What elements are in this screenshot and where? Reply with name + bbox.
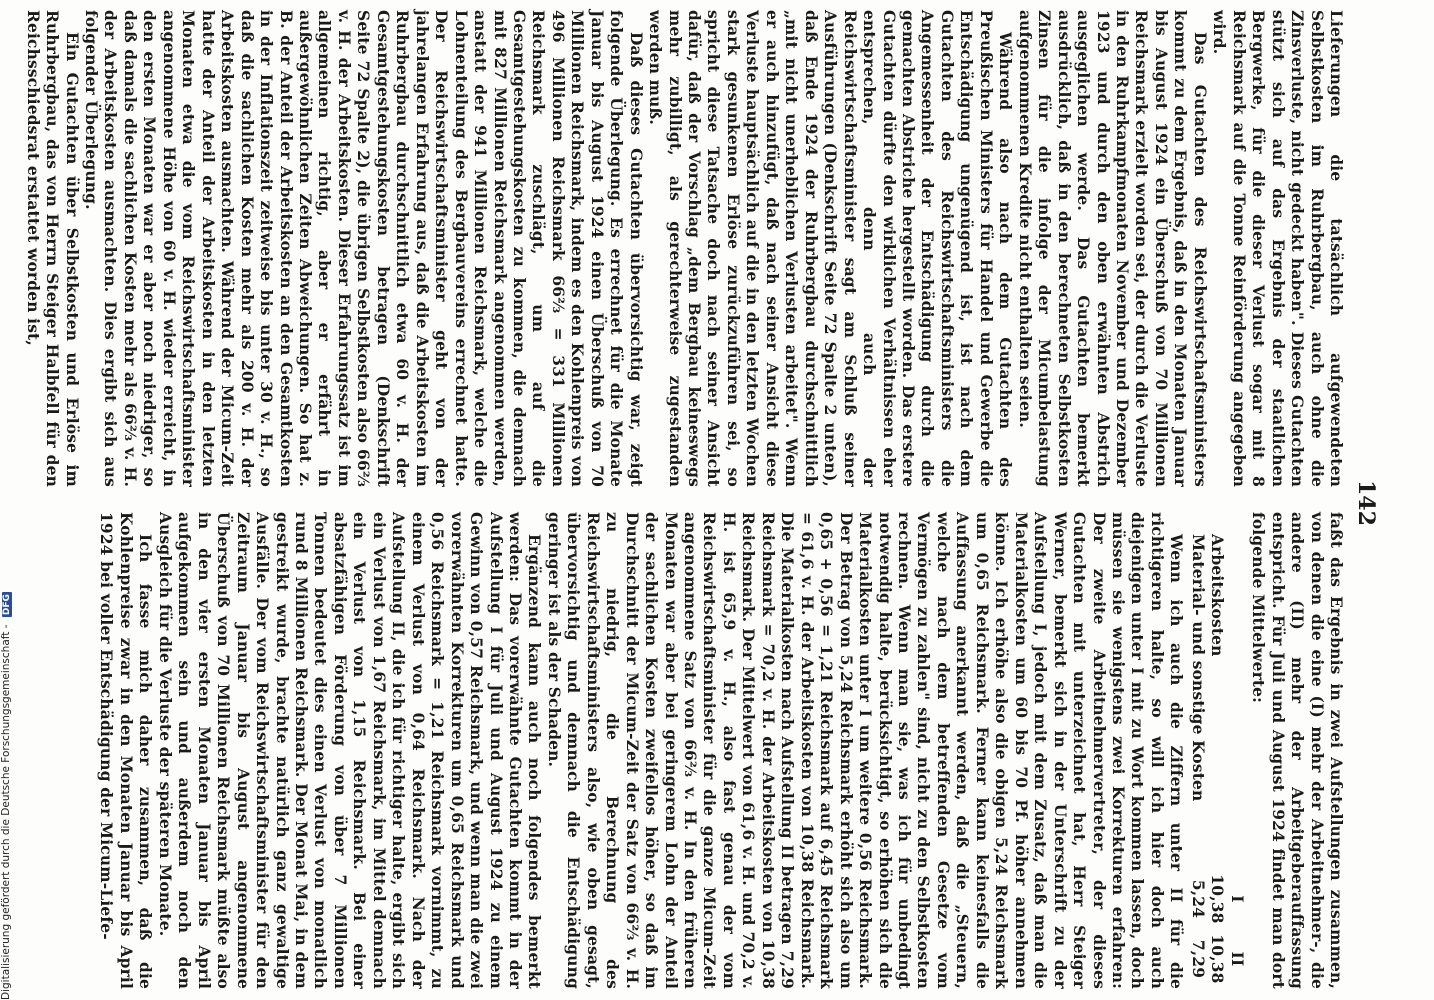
paragraph: Das Gutachten des Reichswirtschaftsministers kommt zu dem Ergebnis, daß in den Monaten Januar bis August 1924 ein Überschuß von 70 Millionen Reichsmark erzielt worden sei, der durch die Verluste in den Ruhrkampfmonaten November und Dezember 1923 und durch den oben erwähnten Abstrich ausgeglichen werde. Das Gutachten bemerkt ausdrücklich, daß in den berechneten Selbstkosten Zinsen für die infolge der Micumbelastung aufgenommenen Kredite nicht enthalten seien. [1015, 10, 1209, 487]
table-cell: 10,38 [1208, 874, 1227, 924]
table-cell: 5,24 [1188, 879, 1207, 919]
table-header: II [1227, 951, 1246, 967]
paragraph: faßt das Ergebnis in zwei Aufstellungen zusammen, von denen die eine (I) mehr der Arbeitnehmer-, die andere (II) mehr der Arbeitgeberauffassung entspricht. Für Juli und August 1924 findet man dort folgende Mittelwerte: [1249, 512, 1345, 989]
right-column [75, 512, 1345, 989]
dfg-logo: DFG [2, 594, 12, 616]
left-column [23, 10, 1345, 487]
paragraph: Ein Gutachten über Selbstkosten und Erlöse im Ruhrbergbau, das von Herrn Steiger Halbfell für den Reichsschiedsrat erstattet worden ist, [23, 10, 81, 487]
table-row-label: Arbeitskosten [1208, 534, 1227, 657]
paragraph: Ergänzend kann auch noch folgendes bemerkt werden: Das vorerwähnte Gutachten kommt in der Aufstellung I für Juli und August 1924 zu einem Gewinn von 0,57 Reichsmark, und wenn man die zwei vorerwähnten Korrekturen um 0,65 Reichsmark und 0,56 Reichsmark = 1,21 Reichsmark vornimmt, zu einem Verlust von 0,64 Reichsmark. Nach der Aufstellung II, die ich für richtiger halte, ergibt sich ein Verlust von 1,67 Reichsmark, im Mittel demnach ein Verlust von 1,15 Reichsmark. Bei einer absatzfähigen Förderung von über 7 Millionen Tonnen bedeutet dies einen Verlust von monatlich rund 8 Millionen Reichsmark. Der Monat Mai, in dem gestreikt wurde, brachte natürlich ganz gewaltige Ausfälle. Der vom Reichswirtschaftsminister für den Zeitraum Januar bis August angenommene Überschuß von 70 Millionen Reichsmark müßte also in den vier ersten Monaten Januar bis April aufgekommen sein und außerdem noch den Ausgleich für die Verluste der späteren Monate. [155, 512, 544, 989]
paragraph: Ich fasse mich daher zusammen, daß die Kohlenpreise zwar in den Monaten Januar bis April 1924 bei voller Entschädigung der Micum-Liefe- [97, 512, 155, 989]
table-cell: 10,38 [1208, 934, 1227, 984]
footer-text: Digitalisierung gefördert durch die Deutsche Forschungsgemeinschaft - [0, 624, 12, 1000]
table-header [1226, 512, 1245, 869]
rotated-page [23, 10, 1385, 990]
table-cell: 7,29 [1188, 939, 1207, 979]
paragraph: Lieferungen die tatsächlich aufgewendeten Selbstkosten im Ruhrbergbau, auch ohne die Zinsverluste, nicht gedeckt haben". Dieses Gutachten stützt sich auf das Ergebnis der staatlichen Bergwerke, für die dieser Verlust sogar mit 8 Reichsmark auf die Tonne Reinförderung angegeben wird. [1210, 10, 1345, 487]
digitization-footer [0, 0, 14, 1000]
cost-table [1187, 512, 1245, 989]
table-row-label: Material- und sonstige Kosten [1188, 534, 1207, 802]
paragraph: Daß dieses Gutachten übervorsichtig war, zeigt folgende Überlegung. Es errechnet für die Monate Januar bis August 1924 einen Überschuß von 70 Millionen Reichsmark, indem es den Kohlenpreis von 496 Millionen Reichsmark 66⅔ = 331 Millionen Reichsmark zuschlägt, um auf die Gesamtgestehungskosten zu kommen, die demnach mit 827 Millionen Reichsmark angenommen werden, anstatt der 941 Millionen Reichsmark, welche die Lohnenteilung des Bergbauvereins errechnet hatte. Der Reichswirtschaftsminister geht von der jahrelangen Erfahrung aus, daß die Arbeitskosten im Ruhrbergbau durchschnittlich etwa 60 v. H. der Gesamtgestehungskosten betragen (Denkschrift Seite 72 Spalte 2), die übrigen Selbstkosten also 66⅔ v. H. der Arbeitskosten. Dieser Erfahrungssatz ist im allgemeinen richtig, aber er erfährt in außergewöhnlichen Zeiten Abweichungen. So hat z. B. der Anteil der Arbeitskosten an den Gesamtkosten in der Inflationszeit zeitweise bis unter 30 v. H., so daß die sachlichen Kosten mehr als 200 v. H. der Arbeitskosten ausmachten. Während der Micum-Zeit hatte der Anteil der Arbeitskosten in den letzten Monaten etwa die vom Reichswirtschaftsminister angenommene Höhe von 60 v. H. wieder erreicht, in den ersten Monaten war er aber noch niedriger, so daß damals die sachlichen Kosten mehr als 66⅔ v. H. der Arbeitskosten ausmachten. Dies ergibt sich aus folgender Überlegung. [82, 10, 645, 487]
table-header: I [1227, 895, 1246, 903]
paragraph: Während also nach dem Gutachten des Preußischen Ministers für Handel und Gewerbe die Entschädigung ungenügend ist, ist nach dem Gutachten des Reichswirtschaftsministers die Angemessenheit der Entschädigung durch die gemachten Abstriche hergestellt worden. Das erstere Gutachten dürfte den wirklichen Verhältnissen eher entsprechen, denn auch der Reichswirtschaftsminister sagt am Schluß seiner Ausführungen (Denkschrift Seite 72 Spalte 2 unten), daß Ende 1924 der Ruhrbergbau durchschnittlich „mit nicht unerheblichen Verlusten arbeitet". Wenn er auch hinzufügt, daß nach seiner Ansicht diese Verluste hauptsächlich auf die in den letzten Wochen stark gesunkenen Erlöse zurückzuführen sei, so spricht diese Tatsache doch nach seiner Ansicht dafür, daß der Vorschlag „dem Bergbau keineswegs mehr zubilligt, als gerechterweise zugestanden werden muß. [646, 10, 1015, 487]
paragraph: Wenn ich auch die Ziffern unter II für die richtigeren halte, so will ich hier doch auch diejenigen unter I mit zu Wort kommen lassen, doch müssen sie wenigstens zwei Korrekturen erfahren: Der zweite Arbeitnehmervertreter, der dieses Gutachten mit unterzeichnet hat, Herr Steiger Werner, bemerkt sich in der Unterschrift zu der Aufstellung I, jedoch mit dem Zusatz, daß man die Materialkosten um 60 bis 70 Pf. höher annehmen könne. Ich erhöhe also die obigen 5,24 Reichsmark um 0,65 Reichsmark. Ferner kann keinesfalls die Auffassung anerkannt werden, daß die „Steuern, welche nach dem betreffenden Gesetze vom Vermögen zu zahlen" sind, nicht zu den Selbstkosten rechnen. Wenn man sie, was ich für unbedingt notwendig halte, berücksichtigt, so erhöhen sich die Materialkosten unter I um weitere 0,56 Reichsmark. Der Betrag von 5,24 Reichsmark erhöht sich also um 0,65 + 0,56 = 1,21 Reichsmark auf 6,45 Reichsmark = 61,6 v. H. der Arbeitskosten von 10,38 Reichsmark. Die Materialkosten nach Aufstellung II betragen 7,29 Reichsmark = 70,2 v. H. der Arbeitskosten von 10,38 Reichsmark. Der Mittelwert von 61,6 v. H. und 70,2 v. H. ist 65,9 v. H., also fast genau der vom Reichswirtschaftsminister für die ganze Micum-Zeit angenommene Satz von 66⅔ v. H. In den früheren Monaten war aber bei geringerem Lohn der Anteil der sachlichen Kosten zweifellos höher, so daß im Durchschnitt der Micum-Zeit der Satz von 66⅔ v. H. zu niedrig, die Berechnung des Reichswirtschaftsministers also, wie oben gesagt, übervorsichtig und demnach die Entschädigung geringer ist als der Schaden. [544, 512, 1186, 989]
page-number: 142 [1353, 480, 1379, 526]
